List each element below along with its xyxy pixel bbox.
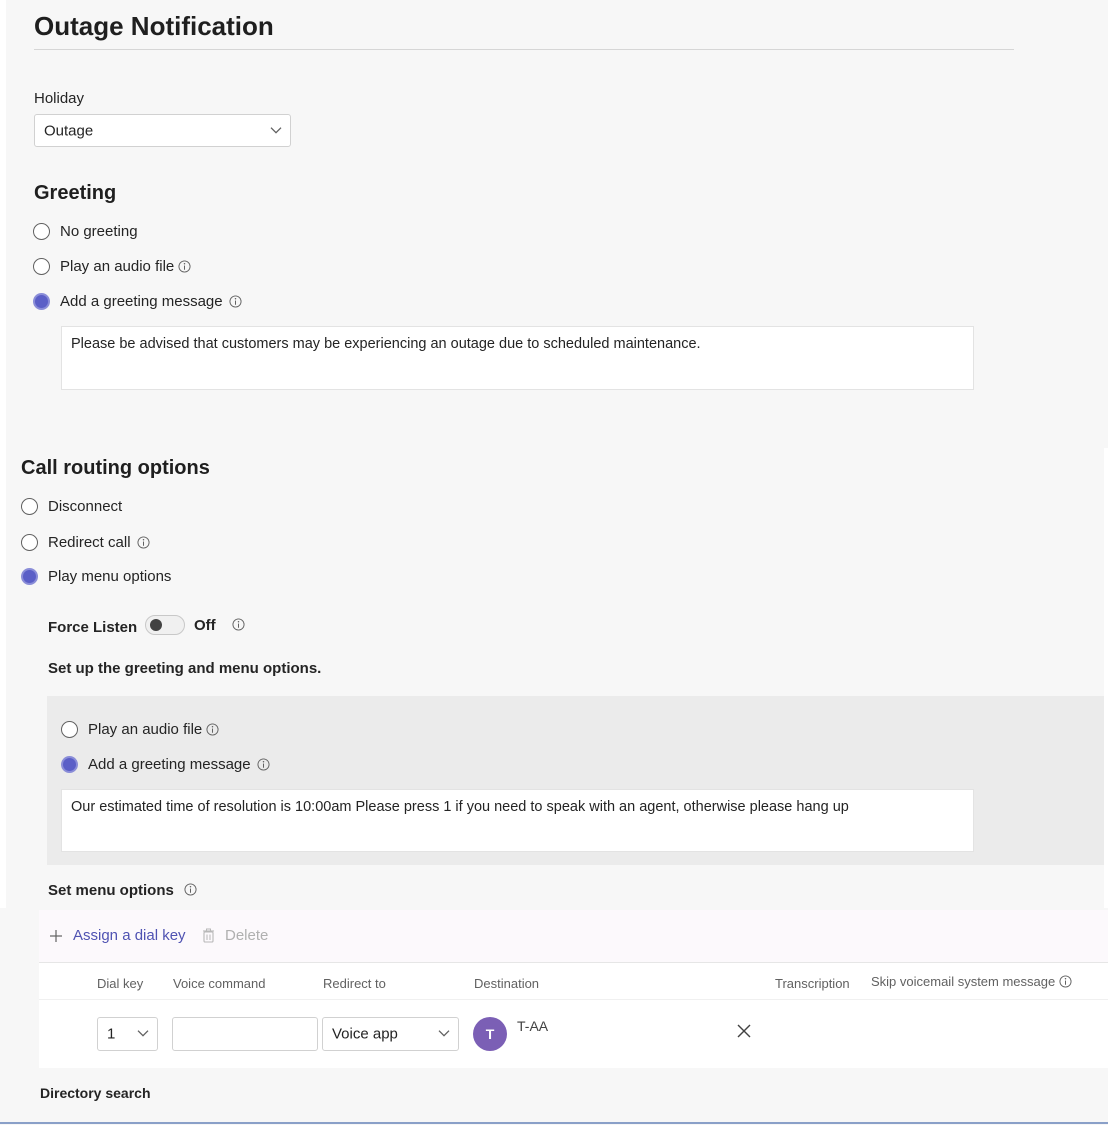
info-icon[interactable] xyxy=(137,536,150,549)
menu-options-table xyxy=(39,910,1108,1068)
force-listen-toggle[interactable] xyxy=(145,615,185,635)
trash-icon xyxy=(202,928,215,943)
redirect-to-value: Voice app xyxy=(332,1025,398,1043)
greeting-message-textarea[interactable]: Please be advised that customers may be experiencing an outage due to scheduled maintenance. xyxy=(61,326,974,390)
holiday-select-value: Outage xyxy=(44,122,94,139)
info-icon[interactable] xyxy=(178,260,191,273)
radio-no-greeting[interactable] xyxy=(33,223,138,240)
radio-circle-selected xyxy=(61,756,78,773)
info-icon[interactable] xyxy=(1059,975,1072,988)
title-divider xyxy=(34,49,1014,50)
destination-name: T-AA xyxy=(517,1018,549,1034)
row-divider xyxy=(39,999,1108,1000)
col-destination: Destination xyxy=(474,976,540,991)
chevron-down-icon xyxy=(137,1025,149,1042)
info-icon[interactable] xyxy=(206,723,219,736)
radio-label: Play an audio file xyxy=(88,721,203,738)
radio-play-audio-file[interactable] xyxy=(33,258,191,275)
radio-play-menu-options[interactable] xyxy=(21,568,171,585)
greeting-title: Greeting xyxy=(34,182,117,204)
radio-label: Add a greeting message xyxy=(88,756,251,773)
info-icon[interactable] xyxy=(184,883,197,896)
radio-label: Play menu options xyxy=(48,568,172,585)
radio-circle xyxy=(21,498,38,515)
radio-circle-selected xyxy=(33,293,50,310)
radio-disconnect[interactable] xyxy=(21,498,122,515)
radio-label: Play an audio file xyxy=(60,258,175,275)
menu-greeting-message-textarea[interactable]: Our estimated time of resolution is 10:00am Please press 1 if you need to speak with an agent, otherwise please hang up xyxy=(61,789,974,852)
col-redirect-to: Redirect to xyxy=(323,976,386,991)
voice-command-input[interactable] xyxy=(172,1017,318,1051)
info-icon[interactable] xyxy=(229,295,242,308)
info-icon[interactable] xyxy=(232,618,245,631)
dial-key-value: 1 xyxy=(107,1025,116,1043)
remove-destination-icon[interactable] xyxy=(736,1019,752,1045)
toggle-knob xyxy=(150,619,162,631)
delete-label: Delete xyxy=(225,927,269,944)
assign-dial-key-button[interactable] xyxy=(49,927,186,944)
radio-circle xyxy=(61,721,78,738)
col-voice-command: Voice command xyxy=(173,976,266,991)
call-routing-title: Call routing options xyxy=(21,457,210,479)
holiday-label: Holiday xyxy=(34,90,85,107)
redirect-to-select[interactable] xyxy=(322,1017,459,1051)
info-icon[interactable] xyxy=(257,758,270,771)
col-skip-voicemail-label: Skip voicemail system message xyxy=(871,974,1056,989)
col-skip-voicemail xyxy=(871,974,1072,989)
col-transcription: Transcription xyxy=(775,976,850,991)
radio-redirect-call[interactable] xyxy=(21,534,150,551)
radio-label: Redirect call xyxy=(48,534,131,551)
page-title: Outage Notification xyxy=(34,11,274,41)
radio-menu-play-audio-file[interactable] xyxy=(61,721,219,738)
force-listen-label: Force Listen xyxy=(48,619,138,636)
delete-button[interactable] xyxy=(202,927,268,944)
chevron-down-icon xyxy=(270,121,282,138)
set-menu-options-text: Set menu options xyxy=(48,882,174,899)
set-menu-options-label xyxy=(48,882,197,899)
dial-key-select[interactable] xyxy=(97,1017,158,1051)
radio-label: Add a greeting message xyxy=(60,293,223,310)
destination-avatar: T xyxy=(473,1017,507,1051)
radio-circle xyxy=(33,258,50,275)
radio-menu-add-greeting-message[interactable] xyxy=(61,756,270,773)
plus-icon xyxy=(49,929,63,943)
holiday-select[interactable] xyxy=(34,114,291,147)
menu-toolbar xyxy=(39,910,1108,963)
radio-circle xyxy=(33,223,50,240)
chevron-down-icon xyxy=(438,1025,450,1042)
radio-add-greeting-message[interactable] xyxy=(33,293,242,310)
directory-search-label: Directory search xyxy=(40,1085,151,1101)
setup-greeting-menu-label: Set up the greeting and menu options. xyxy=(48,660,322,677)
radio-label: No greeting xyxy=(60,223,138,240)
radio-label: Disconnect xyxy=(48,498,123,515)
col-dial-key: Dial key xyxy=(97,976,144,991)
assign-dial-key-label: Assign a dial key xyxy=(73,927,186,944)
force-listen-state: Off xyxy=(194,617,216,634)
radio-circle xyxy=(21,534,38,551)
bottom-divider xyxy=(0,1122,1108,1124)
radio-circle-selected xyxy=(21,568,38,585)
